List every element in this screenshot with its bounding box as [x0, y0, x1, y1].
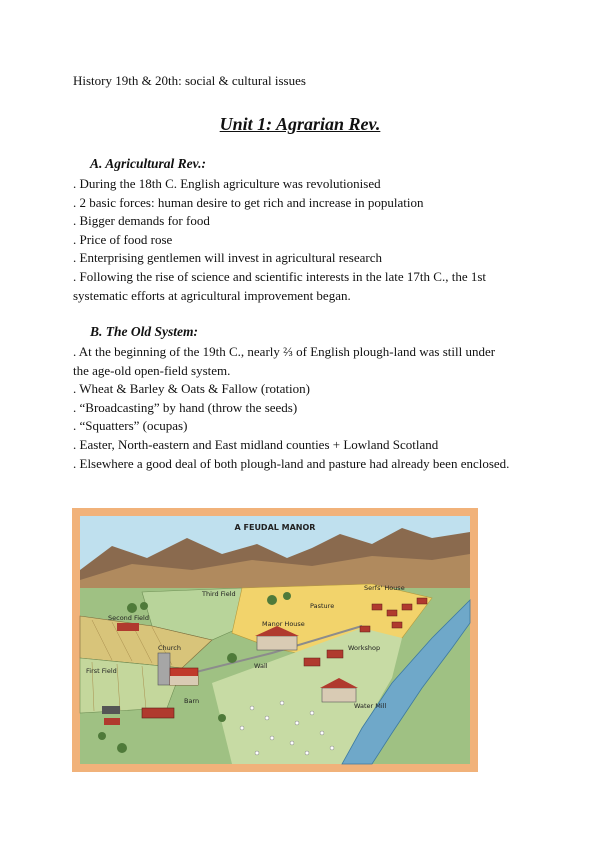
- list-item: . Wheat & Barley & Oats & Fallow (rotation): [73, 381, 310, 397]
- list-item: . Price of food rose: [73, 231, 173, 247]
- label-manor-house: Manor House: [262, 620, 305, 628]
- list-item: . Bigger demands for food: [73, 213, 210, 229]
- label-second-field: Second Field: [108, 614, 149, 622]
- list-item: . “Broadcasting” by hand (throw the seeds): [73, 399, 298, 415]
- unit-title: Unit 1: Agrarian Rev.: [219, 114, 381, 134]
- section-b-list: [73, 343, 513, 473]
- label-barn: Barn: [184, 697, 200, 705]
- document-header: History 19th & 20th: social & cultural issues: [73, 73, 306, 88]
- illustration-title: A FEUDAL MANOR: [234, 523, 316, 532]
- label-pasture: Pasture: [310, 602, 335, 610]
- section-b-heading: B. The Old System:: [90, 324, 198, 339]
- label-water-mill: Water Mill: [354, 702, 387, 710]
- list-item: . Easter, North-eastern and East midland counties + Lowland Scotland: [73, 436, 439, 452]
- section-a-list: [73, 175, 513, 305]
- label-workshop: Workshop: [348, 644, 381, 652]
- label-serfs-house: Serfs' House: [364, 584, 405, 592]
- section-a-heading: A. Agricultural Rev.:: [90, 156, 207, 171]
- list-item: . Following the rise of science and scientific interests in the late 17th C., the 1st systematic efforts at agricultural improvement began.: [73, 268, 487, 303]
- list-item: . 2 basic forces: human desire to get rich and increase in population: [73, 194, 424, 210]
- list-item: . Elsewhere a good deal of both plough-land and pasture had already been enclosed.: [73, 455, 510, 471]
- label-church: Church: [158, 644, 182, 652]
- list-item: . “Squatters” (ocupas): [73, 418, 188, 434]
- list-item: . During the 18th C. English agriculture was revolutionised: [73, 176, 381, 191]
- list-item: . At the beginning of the 19th C., nearly ⅔ of English plough-land was still under the age-old open-field system.: [73, 344, 496, 378]
- label-first-field: First Field: [86, 667, 117, 675]
- list-item: . Enterprising gentlemen will invest in agricultural research: [73, 250, 383, 266]
- label-third-field: Third Field: [202, 590, 236, 598]
- feudal-manor-illustration: [72, 508, 478, 772]
- label-wall: Wall: [254, 662, 268, 670]
